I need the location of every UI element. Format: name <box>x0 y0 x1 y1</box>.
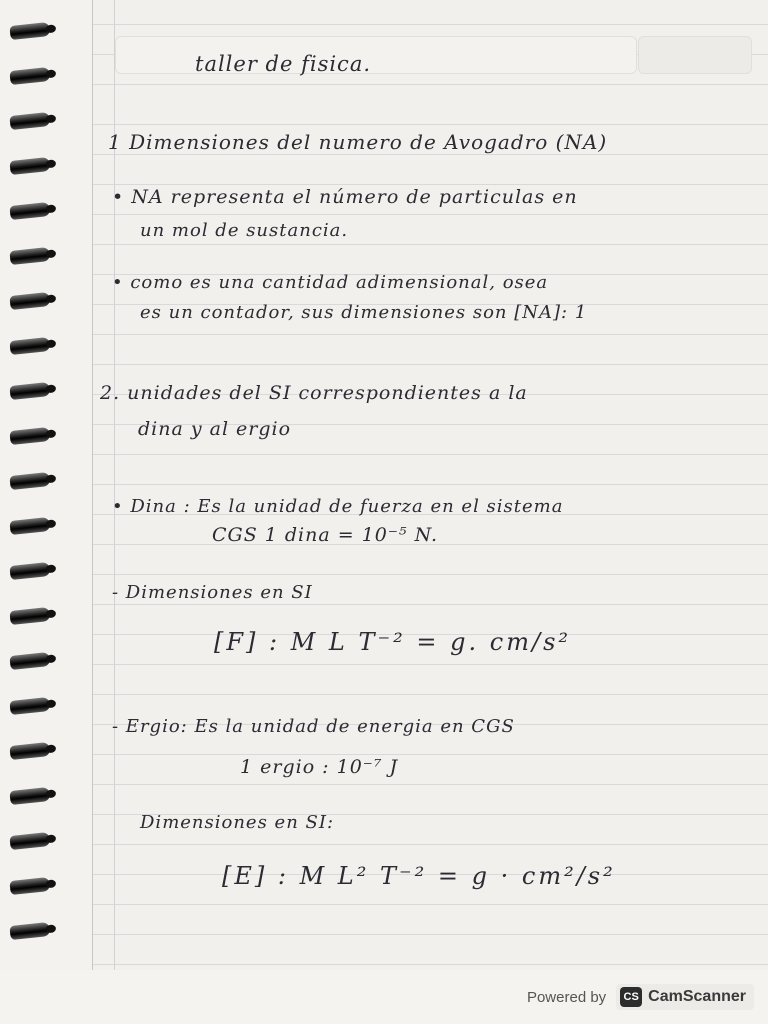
spiral-ring <box>9 67 50 85</box>
spiral-ring <box>9 157 50 175</box>
spiral-ring <box>9 202 50 220</box>
question-2-heading-line-2: dina y al ergio <box>138 418 292 440</box>
q1-bullet-1-line-1: • NA representa el número de particulas en <box>112 186 578 208</box>
spiral-ring <box>9 877 50 895</box>
ergio-formula: [E] : M L² T⁻² = g · cm²/s² <box>222 862 616 890</box>
camscanner-watermark <box>527 983 754 1011</box>
ergio-definition-line-2: 1 ergio : 10⁻⁷ J <box>240 756 399 778</box>
title-box <box>115 36 637 74</box>
camscanner-badge <box>616 984 754 1010</box>
dina-formula: [F] : M L T⁻² = g. cm/s² <box>214 628 571 656</box>
spiral-ring <box>9 697 50 715</box>
q1-bullet-2-line-2: es un contador, sus dimensiones son [NA]: 1 <box>140 302 588 323</box>
dina-definition-line-2: CGS 1 dina = 10⁻⁵ N. <box>212 524 439 546</box>
powered-by-label: Powered by <box>526 988 607 1006</box>
spiral-ring <box>9 562 50 580</box>
camscanner-brand: CamScanner <box>648 988 746 1005</box>
ergio-definition-line-1: - Ergio: Es la unidad de energia en CGS <box>112 716 515 737</box>
spiral-ring <box>9 517 50 535</box>
spiral-ring <box>9 742 50 760</box>
spiral-ring <box>9 292 50 310</box>
page-title: taller de fisica. <box>195 52 372 76</box>
camscanner-logo-icon: CS <box>620 987 642 1007</box>
dina-definition-line-1: • Dina : Es la unidad de fuerza en el sistema <box>112 496 564 517</box>
spiral-ring <box>9 787 50 805</box>
ergio-dimensions-label: Dimensiones en SI: <box>140 812 335 833</box>
spiral-ring <box>9 112 50 130</box>
q1-bullet-2-line-1: • como es una cantidad adimensional, osea <box>112 272 549 293</box>
spiral-ring <box>9 382 50 400</box>
question-2-heading-line-1: 2. unidades del SI correspondientes a la <box>100 382 528 404</box>
spiral-ring <box>9 427 50 445</box>
spiral-ring <box>9 337 50 355</box>
spiral-binding <box>6 22 58 962</box>
q1-bullet-1-line-2: un mol de sustancia. <box>140 220 349 241</box>
spiral-ring <box>9 652 50 670</box>
spiral-ring <box>9 22 50 40</box>
spiral-ring <box>9 922 50 940</box>
dina-dimensions-label: - Dimensiones en SI <box>112 582 313 603</box>
spiral-ring <box>9 472 50 490</box>
spiral-ring <box>9 832 50 850</box>
question-1-heading: 1 Dimensiones del numero de Avogadro (NA) <box>108 130 608 154</box>
date-box <box>638 36 752 74</box>
spiral-ring <box>9 247 50 265</box>
spiral-ring <box>9 607 50 625</box>
